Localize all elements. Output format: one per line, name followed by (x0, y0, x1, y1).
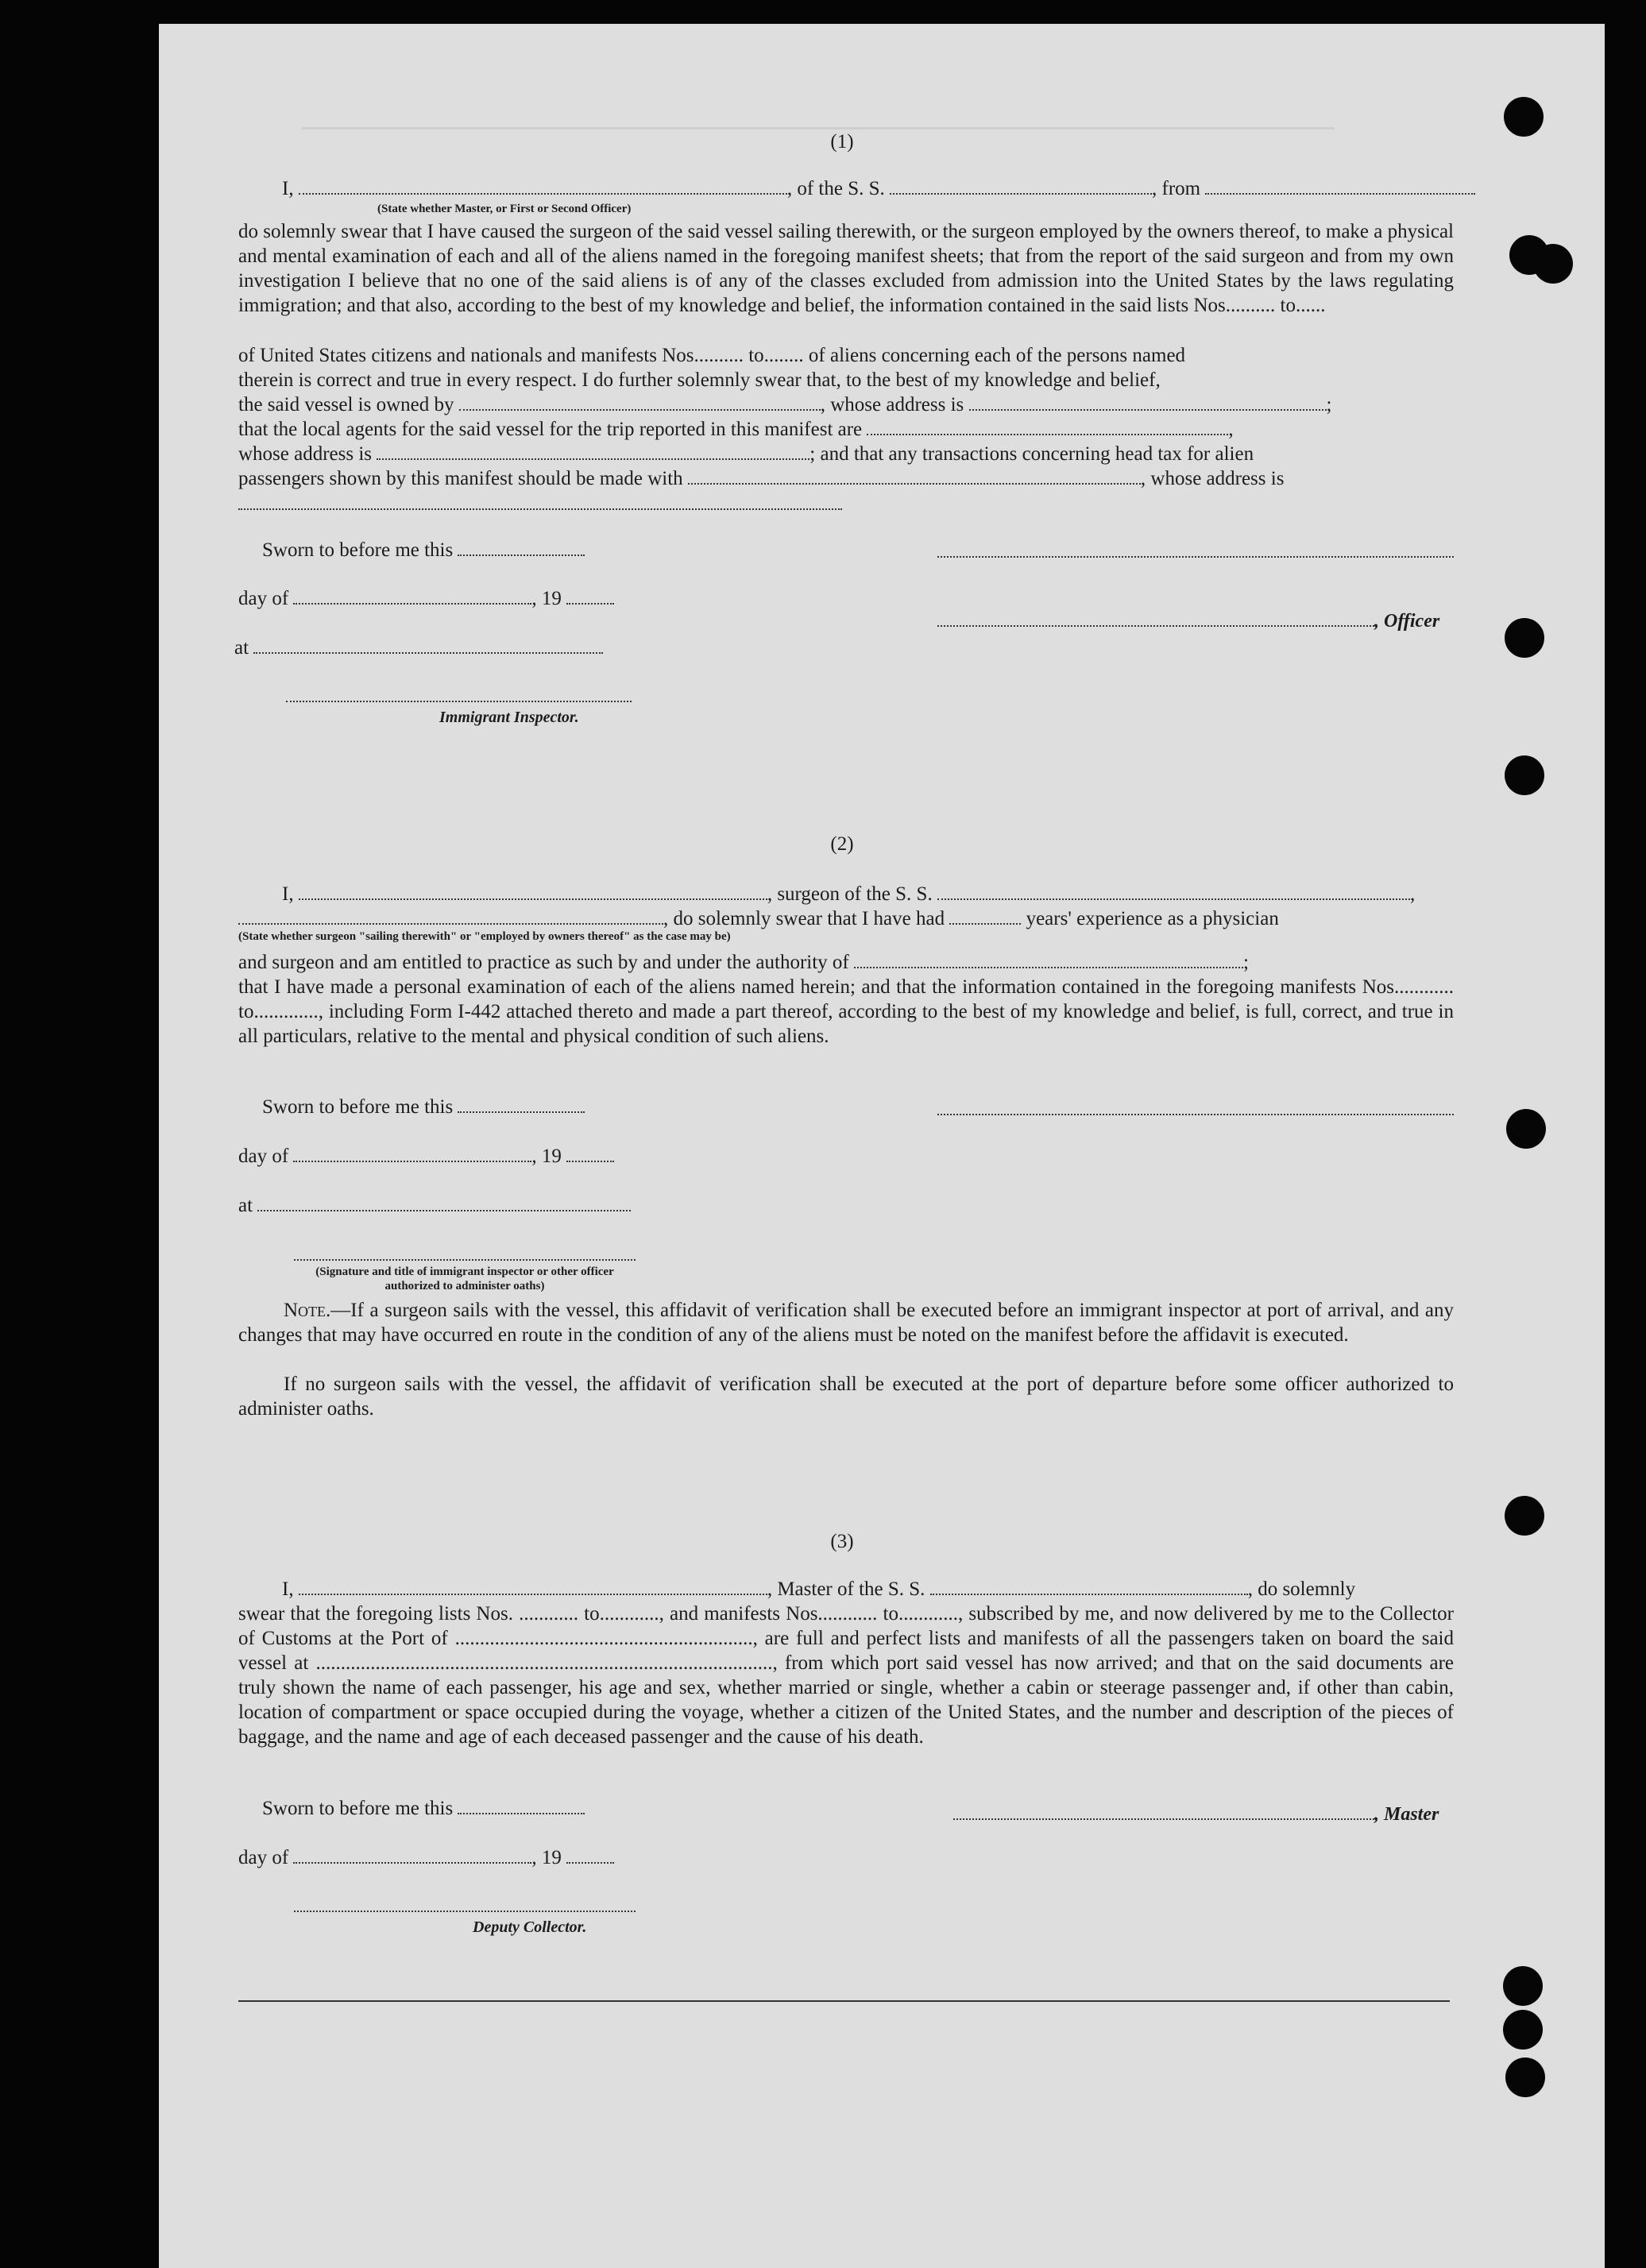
label-year: , 19 (531, 1146, 562, 1167)
section-2-line2 (238, 906, 1279, 931)
label-day-of: day of (238, 588, 289, 609)
owner-address-field[interactable] (969, 409, 1327, 411)
label-i: I, (282, 883, 294, 905)
label-i: I, (282, 178, 294, 199)
sworn-month-field[interactable] (293, 1862, 531, 1864)
caption-surgeon: (State whether surgeon "sailing therewith" or "employed by owners thereof" as the case may be) (238, 930, 731, 943)
label-sworn: Sworn to before me this (262, 1798, 454, 1819)
label-year: , 19 (531, 588, 562, 609)
sworn-day-field[interactable] (458, 554, 585, 556)
label-of-ss: , of the S. S. (786, 178, 885, 199)
label-sworn: Sworn to before me this (262, 1096, 454, 1118)
punch-hole (1504, 97, 1544, 137)
master-signature (953, 1802, 1439, 1827)
section-1-body: do solemnly swear that I have caused the surgeon of the said vessel sailing therewith, or the surgeon employed by the owners thereof, to make a physical and mental examination of each and all of the aliens named in the foregoing manifest sheets; that from the report of the said surgeon and from my own investigation I believe that no one of the said aliens is of any of the classes excluded from admission into the United States by the laws regulating immigration; and that also, according to the best of my knowledge and belief, the information contained in the said lists Nos.......... to...... (238, 221, 1454, 316)
label-year: , 19 (531, 1847, 562, 1868)
sworn-place-field[interactable] (253, 652, 603, 654)
section-1-day (238, 586, 614, 611)
officer-signature (937, 609, 1439, 634)
officer-rank-field[interactable] (299, 193, 787, 195)
label-at: at (234, 637, 249, 659)
punch-hole (1505, 1496, 1544, 1536)
label-local-agents: that the local agents for the said vessel for the trip reported in this manifest are (238, 419, 863, 440)
label-whose-address-2: whose address is (238, 443, 373, 465)
surgeon-signature-field[interactable] (937, 1114, 1454, 1115)
sworn-month-field[interactable] (293, 1161, 531, 1162)
section-3-line1 (282, 1577, 1355, 1602)
label-head-tax: ; and that any transactions concerning head tax for alien (809, 443, 1254, 465)
section-2-at (238, 1193, 631, 1218)
local-agents-field[interactable] (867, 434, 1228, 435)
punch-hole (1503, 1966, 1543, 2006)
deputy-collector-signature-field[interactable] (294, 1911, 636, 1912)
label-surgeon-of-ss: , surgeon of the S. S. (767, 883, 933, 905)
section-1-number: (1) (830, 131, 854, 153)
label-master: , Master (1374, 1804, 1439, 1825)
sworn-month-field[interactable] (293, 603, 531, 605)
label-at: at (238, 1195, 253, 1216)
authority-field[interactable] (854, 967, 1243, 968)
punch-hole (1503, 2010, 1543, 2050)
label-from: , from (1152, 178, 1201, 199)
head-tax-address-field[interactable] (238, 508, 842, 510)
section-2-body: that I have made a personal examination of each of the aliens named herein; and that the information contained in the foregoing manifests Nos............ to............., including Form I-442 attached thereto and made a part thereof, according to the best of my knowledge and belief, is full, correct, and true in all particulars, relative to the mental and physical condition of such aliens. (238, 976, 1454, 1047)
label-day-of: day of (238, 1146, 289, 1167)
inspector-signature-field[interactable] (286, 701, 632, 702)
section-3-sworn (262, 1796, 585, 1821)
label-day-of: day of (238, 1847, 289, 1868)
caption-master: (State whether Master, or First or Second Officer) (377, 203, 632, 215)
owner-field[interactable] (459, 409, 821, 411)
punch-hole (1533, 244, 1573, 284)
agents-address-field[interactable] (377, 458, 809, 460)
authorized-officer-signature-field[interactable] (294, 1259, 636, 1261)
note-paragraph-2: If no surgeon sails with the vessel, the affidavit of verification shall be executed at the port of departure before some officer authorized to administer oaths. (238, 1374, 1454, 1420)
section-1-at (234, 636, 603, 660)
sworn-day-field[interactable] (458, 1111, 585, 1113)
label-do-solemnly-swear: , do solemnly swear that I have had (663, 908, 945, 929)
section-1-line1 (282, 176, 1475, 201)
section-2-line3: and surgeon and am entitled to practice as such by and under the authority of ; (238, 952, 1249, 973)
caption-signature: (Signature and title of immigrant inspector or other officer authorized to administer oaths) (315, 1265, 614, 1292)
sworn-place-field[interactable] (257, 1210, 631, 1211)
punch-hole (1506, 1109, 1546, 1149)
label-sworn: Sworn to before me this (262, 539, 454, 561)
section-3-day (238, 1845, 614, 1870)
label-officer: , Officer (1374, 611, 1440, 632)
bottom-rule (238, 2000, 1450, 2002)
section-3-body: swear that the foregoing lists Nos. ............ to............, and manifests Nos............ to............, subscribed by me, and now delivered by me to the Collector of Customs at the Port of ............................................................, are full and perfect lists and manifests of all the passengers taken on board the said vessel at ............................................................................................, from which port said vessel has now arrived; and that on the said documents are truly shown the name of each passenger, his age and sex, whether married or single, whether a cabin or steerage passenger and, if other than cabin, location of compartment or space occupied during the voyage, whether a citizen of the United States, and the number and description of the pieces of baggage, and the name and age of each deceased passenger and the cause of his death. (238, 1603, 1454, 1748)
vessel-name-field[interactable] (890, 193, 1152, 195)
label-immigrant-inspector: Immigrant Inspector. (439, 709, 579, 726)
master-vessel-field[interactable] (930, 1594, 1248, 1595)
years-experience-field[interactable] (949, 923, 1021, 925)
sworn-year-field[interactable] (566, 603, 614, 605)
section-1-therein-line: therein is correct and true in every respect. I do further solemnly swear that, to the best of my knowledge and belief, (238, 369, 1161, 391)
note-text-1: —If a surgeon sails with the vessel, this affidavit of verification shall be executed before an immigrant inspector at port of arrival, and any changes that may have occurred en route in the condition of any of the aliens must be noted on the manifest before the affidavit is executed. (238, 1300, 1454, 1346)
label-whose-address: , whose address is (820, 394, 964, 415)
master-signature-field[interactable] (953, 1818, 1374, 1820)
sworn-year-field[interactable] (566, 1161, 614, 1162)
surgeon-vessel-field[interactable] (937, 898, 1410, 900)
section-2-sworn (262, 1095, 585, 1119)
punch-hole (1505, 2057, 1545, 2097)
section-1-whose-line (238, 442, 1254, 466)
label-passengers: passengers shown by this manifest should be made with (238, 468, 683, 489)
label-authority: and surgeon and am entitled to practice as such by and under the authority of (238, 952, 849, 973)
label-owned-by: the said vessel is owned by (238, 394, 454, 415)
officer-signature-field[interactable] (937, 625, 1374, 627)
surgeon-name-field[interactable] (299, 898, 767, 900)
section-1-sworn (262, 538, 585, 562)
section-1-citizens-line: of United States citizens and nationals and manifests Nos.......... to........ of aliens concerning each of the persons named (238, 345, 1186, 366)
section-3-number: (3) (830, 1531, 854, 1552)
section-1-passengers-line (238, 466, 1284, 491)
label-deputy-collector: Deputy Collector. (473, 1918, 587, 1936)
sworn-day-field[interactable] (458, 1813, 585, 1814)
master-name-field[interactable] (299, 1594, 767, 1595)
head-tax-contact-field[interactable] (688, 483, 1141, 485)
sworn-year-field[interactable] (566, 1862, 614, 1864)
punch-hole (1505, 755, 1544, 795)
label-master-of-ss: , Master of the S. S. (767, 1578, 925, 1600)
section-1-agents-line: that the local agents for the said vessel for the trip reported in this manifest are , (238, 419, 1234, 440)
note-paragraph-1 (238, 1298, 1454, 1347)
departure-port-field[interactable] (1205, 193, 1475, 195)
punch-hole (1505, 618, 1544, 658)
label-years-experience: years' experience as a physician (1026, 908, 1279, 929)
section-2-line1: I, , surgeon of the S. S. , (282, 883, 1416, 905)
label-i: I, (282, 1578, 294, 1600)
section-1-owned-line: the said vessel is owned by , whose address is ; (238, 394, 1332, 415)
note-label: Note. (284, 1300, 331, 1321)
surgeon-status-field[interactable] (238, 923, 663, 925)
section-2-number: (2) (830, 833, 854, 855)
officer-signature-line-top (937, 556, 1454, 558)
label-do-solemnly: , do solemnly (1247, 1578, 1356, 1600)
label-whose-address-3: , whose address is (1140, 468, 1285, 489)
section-2-day (238, 1144, 614, 1169)
